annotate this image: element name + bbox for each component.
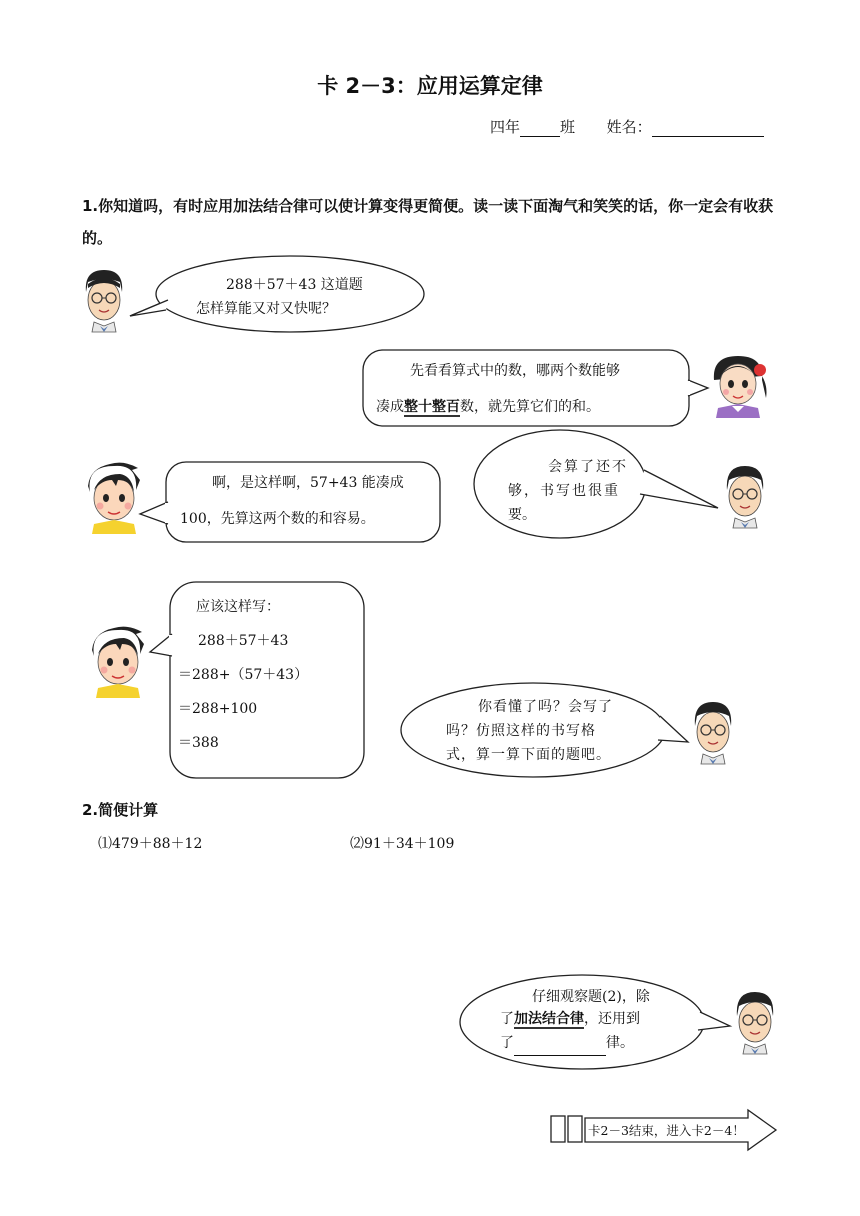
footer-arrow-text: 卡2－3结束，进入卡2－4！ (588, 1123, 745, 1138)
bubble-5-line-2: 288＋57＋43 (198, 633, 289, 649)
problem-1: ⑴479＋88＋12 (98, 836, 203, 852)
bubble-6-line-2: 吗？仿照这样的书写格 (446, 723, 596, 739)
question-2-heading: 2.简便计算 (82, 801, 159, 819)
footer-box-2 (568, 1116, 582, 1142)
bubble-7-line3-post: 律。 (606, 1035, 634, 1051)
teacher-face-icon (688, 698, 738, 766)
bubble-7-line-2 (500, 1006, 640, 1032)
page-title: 卡 2－3：应用运算定律 (317, 74, 543, 98)
bubble-7-line-3 (500, 1030, 634, 1056)
teacher-face-icon (720, 462, 770, 530)
bubble-6-line-1: 你看懂了吗？会写了 (478, 699, 613, 715)
bubble-5-line-5: ＝388 (178, 735, 219, 751)
teacher-face-icon (80, 266, 128, 334)
emphasis-associative-law: 加法结合律 (514, 1011, 584, 1027)
bubble-2-line-2 (376, 394, 600, 420)
bubble-2-line-1: 先看看算式中的数，哪两个数能够 (410, 363, 620, 379)
grade-label: 四年 (490, 118, 521, 136)
teacher-face-icon (730, 988, 780, 1056)
bubble-7-pre: 了 (500, 1011, 514, 1027)
bubble-6-line-3: 式，算一算下面的题吧。 (446, 747, 611, 763)
bubble-5-line-4: ＝288+100 (178, 701, 258, 717)
question-1-text: 1.你知道吗，有时应用加法结合律可以使计算变得更简便。读一读下面淘气和笑笑的话，你一定会有收获的。 (82, 197, 774, 247)
footer-box-1 (551, 1116, 565, 1142)
bubble-3-line-2: 100，先算这两个数的和容易。 (180, 511, 375, 527)
bubble-7-line3-pre: 了 (500, 1035, 514, 1051)
boy-face-icon (88, 626, 146, 698)
girl-face-icon (706, 350, 772, 418)
bubble-1-line-1: 288＋57＋43 这道题 (226, 277, 363, 293)
boy-face-icon (84, 462, 142, 534)
emphasis-round-numbers: 整十整百 (404, 399, 460, 415)
bubble-7-line-1: 仔细观察题(2)，除 (532, 989, 650, 1005)
bubble-5-line-1: 应该这样写： (196, 599, 280, 615)
bubble-4-line-1: 会算了还不 (548, 459, 628, 475)
bubble-1-text (226, 272, 363, 298)
bubble-2-post: 数，就先算它们的和。 (460, 399, 600, 415)
name-label: 姓名： (606, 118, 652, 136)
bubble-1-text-2 (196, 296, 336, 322)
bubble-1-line-2: 怎样算能又对又快呢？ (196, 301, 336, 317)
bubble-3-line-1: 啊，是这样啊，57+43 能凑成 (212, 475, 404, 491)
bubble-4-line-3: 要。 (508, 507, 536, 523)
bubble-2-pre: 凑成 (376, 399, 404, 415)
bubble-5-line-3: ＝288+（57＋43） (178, 667, 309, 683)
bubble-7-post: ，还用到 (584, 1011, 640, 1027)
law-answer-blank[interactable] (514, 1037, 606, 1056)
problem-2: ⑵91＋34＋109 (350, 836, 455, 852)
class-label: 班 (560, 118, 576, 136)
bubble-4-line-2: 够，书写也很重 (508, 483, 620, 499)
